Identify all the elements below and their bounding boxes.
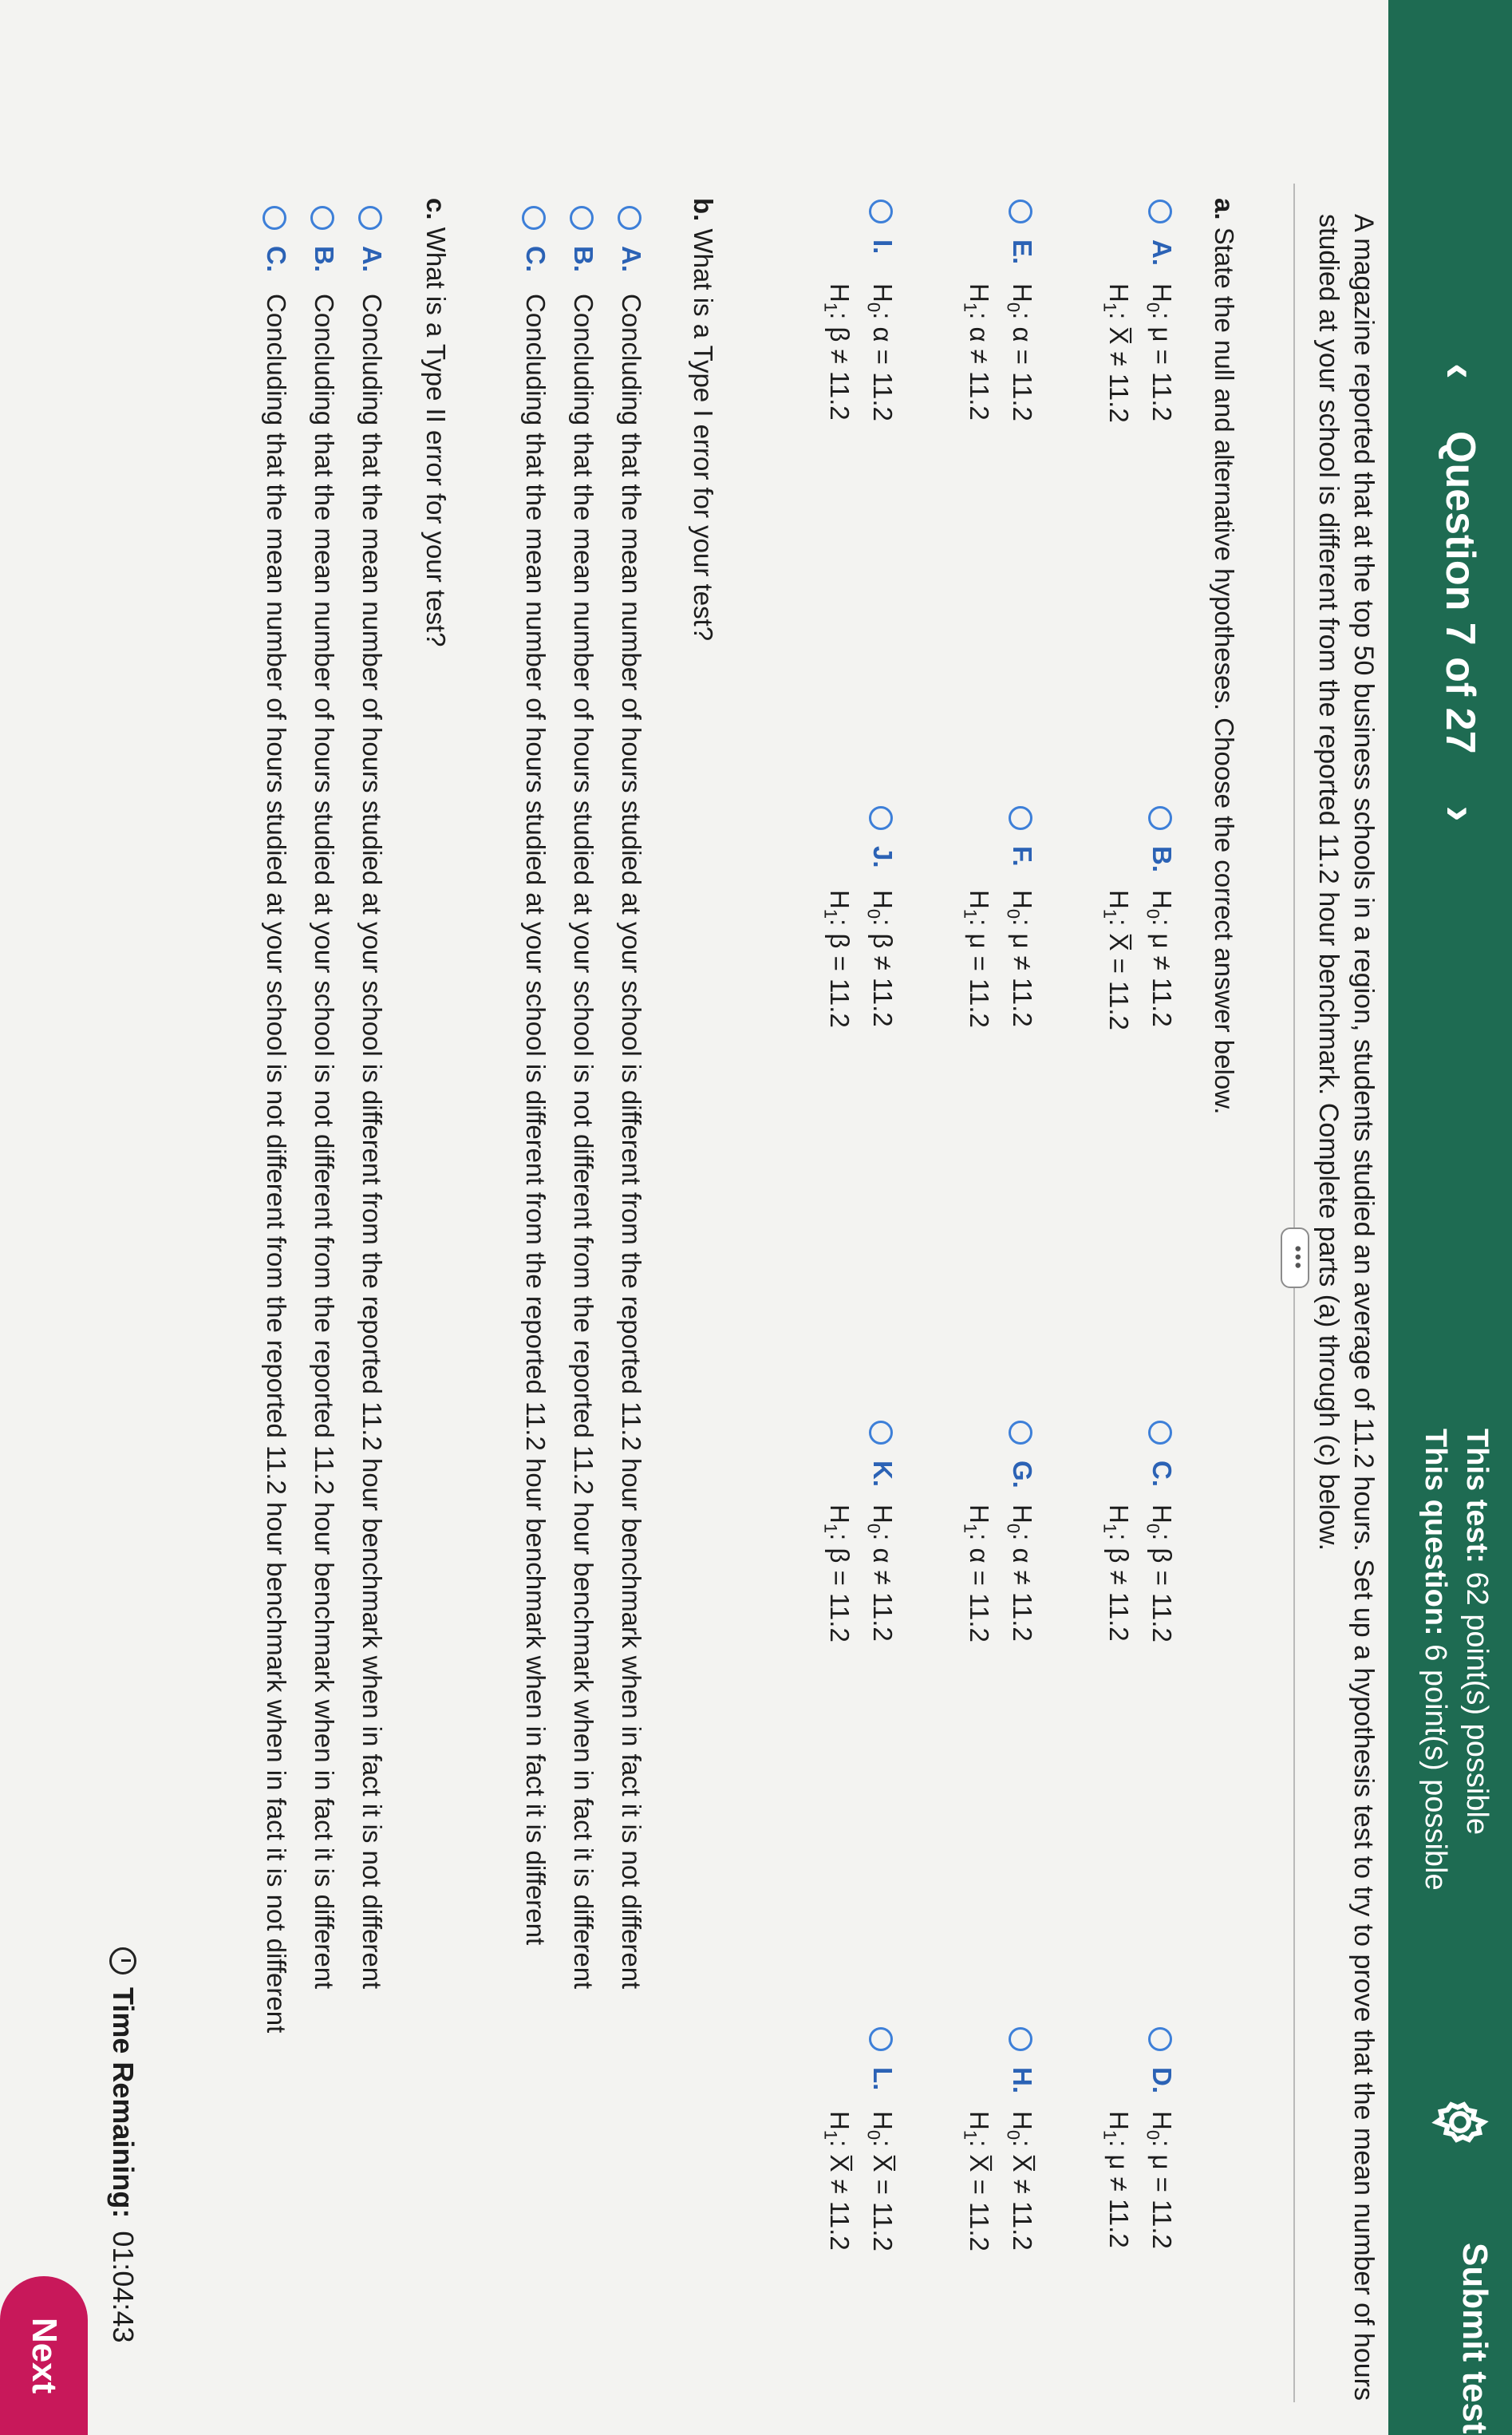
radio-button[interactable] [570, 206, 594, 230]
hypothesis-option-k[interactable] [810, 1421, 898, 1724]
time-remaining-label: Time Remaining: [107, 1987, 140, 2219]
alt-hypothesis: $H_1$: α = 11.2 [960, 1504, 994, 1642]
test-points-value: 62 point(s) possible [1460, 1571, 1494, 1835]
time-remaining-value: 01:04:43 [107, 2231, 140, 2343]
alt-hypothesis-value: X̅ = 11.2 [965, 2154, 994, 2251]
question-text: A magazine reported that at the top 50 business schools in a region, students studied an average of 11.2 hours. Set up a hypothesis test to try to prove that the mean number of hours studied at your school is different from the reported 11.2 hour benchmark. Complete parts (a) through (c) below. [1313, 214, 1379, 2401]
question-title: Question 7 of 27 [1437, 431, 1483, 754]
alt-hypothesis: $H_1$: β = 11.2 [820, 890, 855, 1028]
alt-hypothesis: $H_1$: β ≠ 11.2 [820, 283, 855, 421]
null-hypothesis-value: β = 11.2 [1147, 1548, 1177, 1642]
radio-button[interactable] [1148, 2027, 1172, 2051]
hypothesis-option-d[interactable] [1089, 2027, 1177, 2330]
null-hypothesis: $H_0$: β = 11.2 [1143, 1504, 1177, 1642]
null-hypothesis: $H_0$: X̅ ≠ 11.2 [1003, 2111, 1037, 2251]
alt-hypothesis-value: X̅ ≠ 11.2 [825, 2154, 855, 2251]
radio-button[interactable] [358, 206, 382, 230]
null-hypothesis: $H_0$: β ≠ 11.2 [863, 890, 898, 1027]
option-letter: C. [521, 246, 551, 272]
option-letter: L. [868, 2067, 898, 2091]
option-letter: D. [1147, 2067, 1177, 2093]
option-letter: A. [617, 246, 646, 272]
null-hypothesis-value: α ≠ 11.2 [868, 1548, 898, 1642]
null-hypothesis: $H_0$: α = 11.2 [1003, 283, 1037, 421]
option-letter: K. [868, 1461, 898, 1487]
null-hypothesis-value: μ = 11.2 [1147, 326, 1177, 421]
null-hypothesis-value: μ = 11.2 [1147, 2154, 1177, 2249]
gear-icon[interactable] [1431, 2093, 1490, 2152]
radio-button[interactable] [869, 806, 893, 830]
option-letter: G. [1008, 1461, 1037, 1488]
option-letter: B. [569, 246, 598, 272]
question-points-label: This question: [1419, 1429, 1452, 1636]
hypothesis-option-b[interactable] [1089, 806, 1177, 1109]
time-remaining [106, 1947, 140, 2343]
alt-hypothesis: $H_1$: μ = 11.2 [960, 890, 994, 1028]
radio-button[interactable] [1148, 1421, 1172, 1445]
part-c-prompt [420, 198, 451, 646]
option-letter: H. [1008, 2067, 1037, 2093]
hypothesis-option-g[interactable] [949, 1421, 1037, 1724]
option-letter: C. [1147, 1461, 1177, 1487]
null-hypothesis: $H_0$: μ ≠ 11.2 [1143, 890, 1177, 1027]
alt-hypothesis: $H_1$: X̅ ≠ 11.2 [1099, 283, 1134, 423]
radio-button[interactable] [869, 1421, 893, 1445]
part-c-question: What is a Type II error for your test? [421, 227, 451, 647]
question-points-value: 6 point(s) possible [1419, 1644, 1452, 1891]
hypothesis-option-c[interactable] [1089, 1421, 1177, 1724]
option-text: Concluding that the mean number of hours studied at your school is different from the reported 11.2 hour benchmark when in fact it is different [521, 294, 551, 1946]
null-hypothesis-value: X̅ ≠ 11.2 [1008, 2154, 1037, 2251]
hypothesis-option-j[interactable] [810, 806, 898, 1109]
alt-hypothesis-value: μ ≠ 11.2 [1104, 2154, 1134, 2248]
null-hypothesis: $H_0$: X̅ = 11.2 [863, 2111, 898, 2251]
part-b-prompt [688, 198, 718, 641]
alt-hypothesis-value: β ≠ 11.2 [1104, 1548, 1134, 1642]
radio-button[interactable] [1148, 200, 1172, 223]
option-letter: A. [357, 246, 387, 272]
radio-button[interactable] [1009, 1421, 1032, 1445]
alt-hypothesis-value: μ = 11.2 [965, 933, 994, 1028]
part-a-label: a. [1210, 198, 1239, 220]
next-button[interactable]: Next [0, 2276, 88, 2435]
alt-hypothesis: $H_1$: β = 11.2 [820, 1504, 855, 1642]
null-hypothesis-value: α ≠ 11.2 [1008, 1548, 1037, 1642]
alt-hypothesis-value: α ≠ 11.2 [965, 326, 994, 421]
hypothesis-option-a[interactable] [1089, 200, 1177, 503]
option-text: Concluding that the mean number of hours studied at your school is different from the reported 11.2 hour benchmark when in fact it is not different [617, 294, 646, 1990]
option-text: Concluding that the mean number of hours studied at your school is not different from the reported 11.2 hour benchmark when in fact it is different [310, 294, 339, 1990]
null-hypothesis-value: α = 11.2 [868, 326, 898, 421]
chevron-left-icon[interactable]: ‹ [1434, 363, 1487, 379]
option-text: Concluding that the mean number of hours studied at your school is not different from the reported 11.2 hour benchmark when in fact it is not different [262, 294, 291, 2034]
option-letter: C. [262, 246, 291, 272]
alt-hypothesis-value: β = 11.2 [825, 933, 855, 1028]
null-hypothesis: $H_0$: α ≠ 11.2 [1003, 1504, 1037, 1642]
top-bar [1388, 0, 1512, 2435]
part-a-prompt [1209, 198, 1239, 1114]
radio-button[interactable] [1148, 806, 1172, 830]
null-hypothesis-value: X̅ = 11.2 [868, 2154, 898, 2251]
null-hypothesis-value: μ ≠ 11.2 [1147, 933, 1177, 1027]
radio-button[interactable] [310, 206, 334, 230]
clock-icon [109, 1947, 136, 1974]
null-hypothesis-value: μ ≠ 11.2 [1008, 933, 1037, 1027]
part-b-question: What is a Type I error for your test? [689, 228, 718, 642]
option-letter: F. [1008, 846, 1037, 867]
radio-button[interactable] [869, 200, 893, 223]
question-navigator [1432, 343, 1488, 842]
null-hypothesis: $H_0$: μ ≠ 11.2 [1003, 890, 1037, 1027]
option-letter: B. [310, 246, 339, 272]
radio-button[interactable] [1009, 2027, 1032, 2051]
alt-hypothesis: $H_1$: μ ≠ 11.2 [1099, 2111, 1134, 2248]
option-letter: E. [1008, 239, 1037, 265]
option-letter: J. [868, 846, 898, 868]
hypothesis-option-i[interactable] [810, 200, 898, 503]
null-hypothesis: $H_0$: α = 11.2 [863, 283, 898, 421]
null-hypothesis-value: α = 11.2 [1008, 326, 1037, 421]
radio-button[interactable] [263, 206, 286, 230]
submit-test-button[interactable]: Submit test [1455, 2243, 1494, 2434]
option-letter: A. [1147, 239, 1177, 266]
option-letter: I. [868, 239, 898, 255]
alt-hypothesis: $H_1$: β ≠ 11.2 [1099, 1504, 1134, 1642]
alt-hypothesis: $H_1$: X̅ = 11.2 [1099, 890, 1134, 1030]
alt-hypothesis: $H_1$: X̅ ≠ 11.2 [820, 2111, 855, 2251]
alt-hypothesis-value: X̅ ≠ 11.2 [1104, 326, 1134, 423]
part-a-question: State the null and alternative hypotheses. Choose the correct answer below. [1210, 227, 1239, 1115]
radio-button[interactable] [869, 2027, 893, 2051]
divider [1293, 184, 1295, 2402]
null-hypothesis: $H_0$: α ≠ 11.2 [863, 1504, 898, 1642]
part-b-label: b. [689, 198, 718, 222]
radio-button[interactable] [522, 206, 546, 230]
part-c-label: c. [421, 198, 451, 220]
hypothesis-option-l[interactable] [810, 2027, 898, 2330]
expand-button[interactable]: ••• [1281, 1227, 1309, 1288]
alt-hypothesis-value: β = 11.2 [825, 1548, 855, 1642]
alt-hypothesis: $H_1$: α ≠ 11.2 [960, 283, 994, 421]
alt-hypothesis-value: β ≠ 11.2 [825, 326, 855, 421]
option-letter: B. [1147, 846, 1177, 872]
null-hypothesis: $H_0$: μ = 11.2 [1143, 283, 1177, 421]
alt-hypothesis-value: α = 11.2 [965, 1548, 994, 1642]
option-text: Concluding that the mean number of hours studied at your school is not different from the reported 11.2 hour benchmark when in fact it is different [569, 294, 598, 1990]
radio-button[interactable] [618, 206, 642, 230]
hypothesis-option-h[interactable] [949, 2027, 1037, 2330]
alt-hypothesis: $H_1$: X̅ = 11.2 [960, 2111, 994, 2251]
null-hypothesis: $H_0$: μ = 11.2 [1143, 2111, 1177, 2249]
hypothesis-option-f[interactable] [949, 806, 1037, 1109]
option-text: Concluding that the mean number of hours studied at your school is different from the reported 11.2 hour benchmark when in fact it is not different [357, 294, 387, 1990]
points-info [1415, 1429, 1498, 1891]
alt-hypothesis-value: X̅ = 11.2 [1104, 933, 1134, 1030]
radio-button[interactable] [1009, 200, 1032, 223]
null-hypothesis-value: β ≠ 11.2 [868, 933, 898, 1027]
test-points-label: This test: [1460, 1429, 1494, 1563]
radio-button[interactable] [1009, 806, 1032, 830]
hypothesis-option-e[interactable] [949, 200, 1037, 503]
chevron-right-icon[interactable]: › [1434, 805, 1487, 822]
